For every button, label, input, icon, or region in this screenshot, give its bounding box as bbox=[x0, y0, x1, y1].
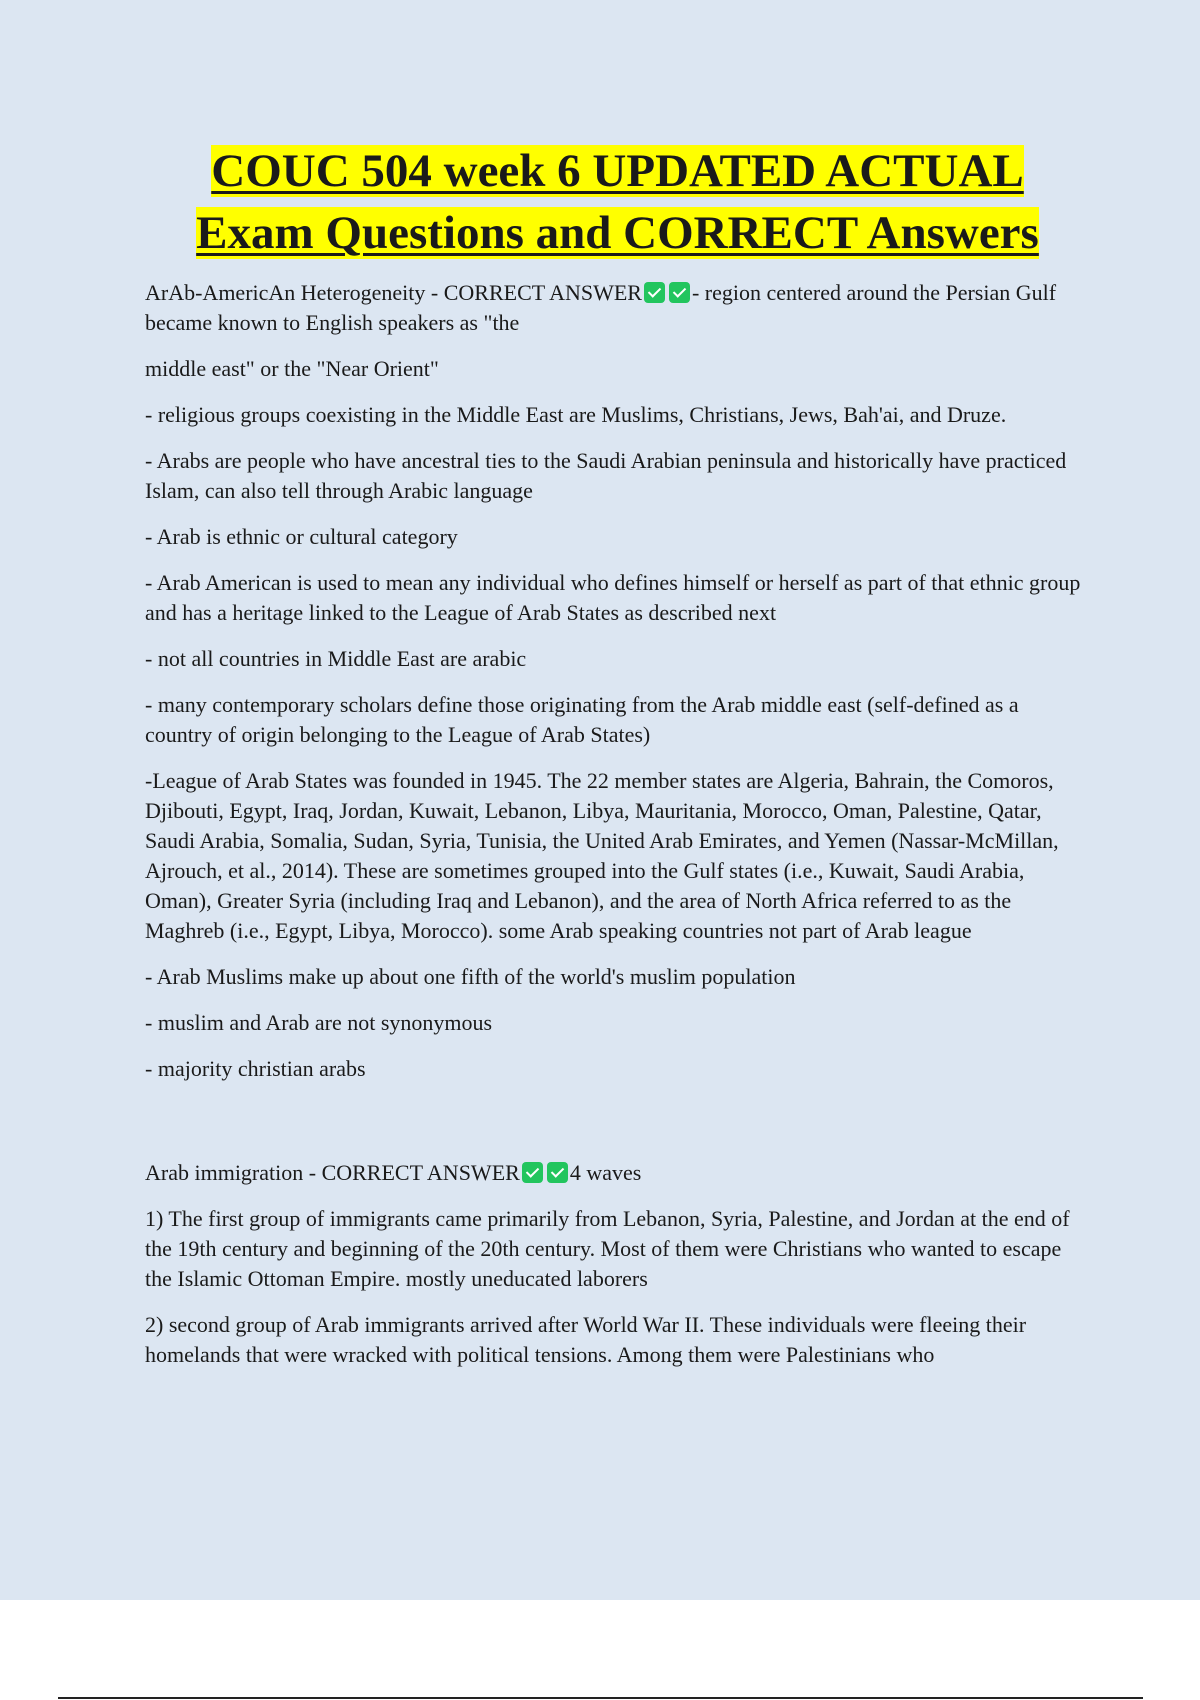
answer-paragraph: - Arab American is used to mean any individual who defines himself or herself as part of that ethnic group and has a heritage linked to the League of Arab States as described next bbox=[145, 570, 1081, 625]
answer-paragraph: middle east" or the "Near Orient" bbox=[145, 356, 439, 381]
document-title bbox=[145, 140, 1090, 264]
answer-paragraph: 1) The first group of immigrants came primarily from Lebanon, Syria, Palestine, and Jordan at the end of the 19th century and beginning of the 20th century. Most of them were Christians who wanted to escape the Islamic Ottoman Empire. mostly uneducated laborers bbox=[145, 1206, 1070, 1291]
answer-paragraph: - not all countries in Middle East are arabic bbox=[145, 646, 527, 671]
question-2-answer-lead: 4 waves bbox=[569, 1160, 642, 1185]
question-block-1 bbox=[145, 278, 1090, 1084]
answer-paragraph: - muslim and Arab are not synonymous bbox=[145, 1010, 493, 1035]
check-square-icon bbox=[669, 282, 690, 303]
answer-paragraph: - majority christian arabs bbox=[145, 1056, 366, 1081]
answer-paragraph: -League of Arab States was founded in 1945. The 22 member states are Algeria, Bahrain, the Comoros, Djibouti, Egypt, Iraq, Jordan, Kuwait, Lebanon, Libya, Mauritania, Morocco, Oman, Palestine, Qatar, Saudi Arabia, Somalia, Sudan, Syria, Tunisia, the United Arab Emirates, and Yemen (Nassar-McMillan, Ajrouch, et al., 2014). These are sometimes grouped into the Gulf states (i.e., Kuwait, Saudi Arabia, Oman), Greater Syria (including Iraq and Lebanon), and the area of North Africa referred to as the Maghreb (i.e., Egypt, Libya, Morocco). some Arab speaking countries not part of Arab league bbox=[145, 768, 1059, 943]
question-2-header bbox=[145, 1158, 1090, 1188]
question-1-term: ArAb-AmericAn Heterogeneity - CORRECT ANSWER bbox=[145, 280, 642, 305]
question-block-2 bbox=[145, 1158, 1090, 1370]
document-content bbox=[145, 140, 1090, 1386]
answer-paragraph: - Arabs are people who have ancestral ties to the Saudi Arabian peninsula and historically have practiced Islam, can also tell through Arabic language bbox=[145, 448, 1067, 503]
title-line-1: COUC 504 week 6 UPDATED ACTUAL bbox=[211, 145, 1024, 197]
footer-divider bbox=[58, 1697, 1143, 1699]
title-line-2: Exam Questions and CORRECT Answers bbox=[196, 207, 1039, 259]
question-2-term: Arab immigration - CORRECT ANSWER bbox=[145, 1160, 520, 1185]
check-square-icon bbox=[644, 282, 665, 303]
answer-paragraph: - Arab is ethnic or cultural category bbox=[145, 524, 458, 549]
answer-paragraph: - many contemporary scholars define those originating from the Arab middle east (self-defined as a country of origin belonging to the League of Arab States) bbox=[145, 692, 1019, 747]
question-1-answer-lead: - region centered around the Persian Gulf became known to English speakers as "the bbox=[145, 280, 1057, 335]
section-spacer bbox=[145, 1100, 1090, 1158]
check-square-icon bbox=[547, 1162, 568, 1183]
question-1-header bbox=[145, 278, 1090, 338]
answer-paragraph: - religious groups coexisting in the Middle East are Muslims, Christians, Jews, Bah'ai, and Druze. bbox=[145, 402, 1007, 427]
check-square-icon bbox=[522, 1162, 543, 1183]
answer-paragraph: 2) second group of Arab immigrants arrived after World War II. These individuals were fleeing their homelands that were wracked with political tensions. Among them were Palestinians who bbox=[145, 1312, 1027, 1367]
answer-paragraph: - Arab Muslims make up about one fifth of the world's muslim population bbox=[145, 964, 796, 989]
